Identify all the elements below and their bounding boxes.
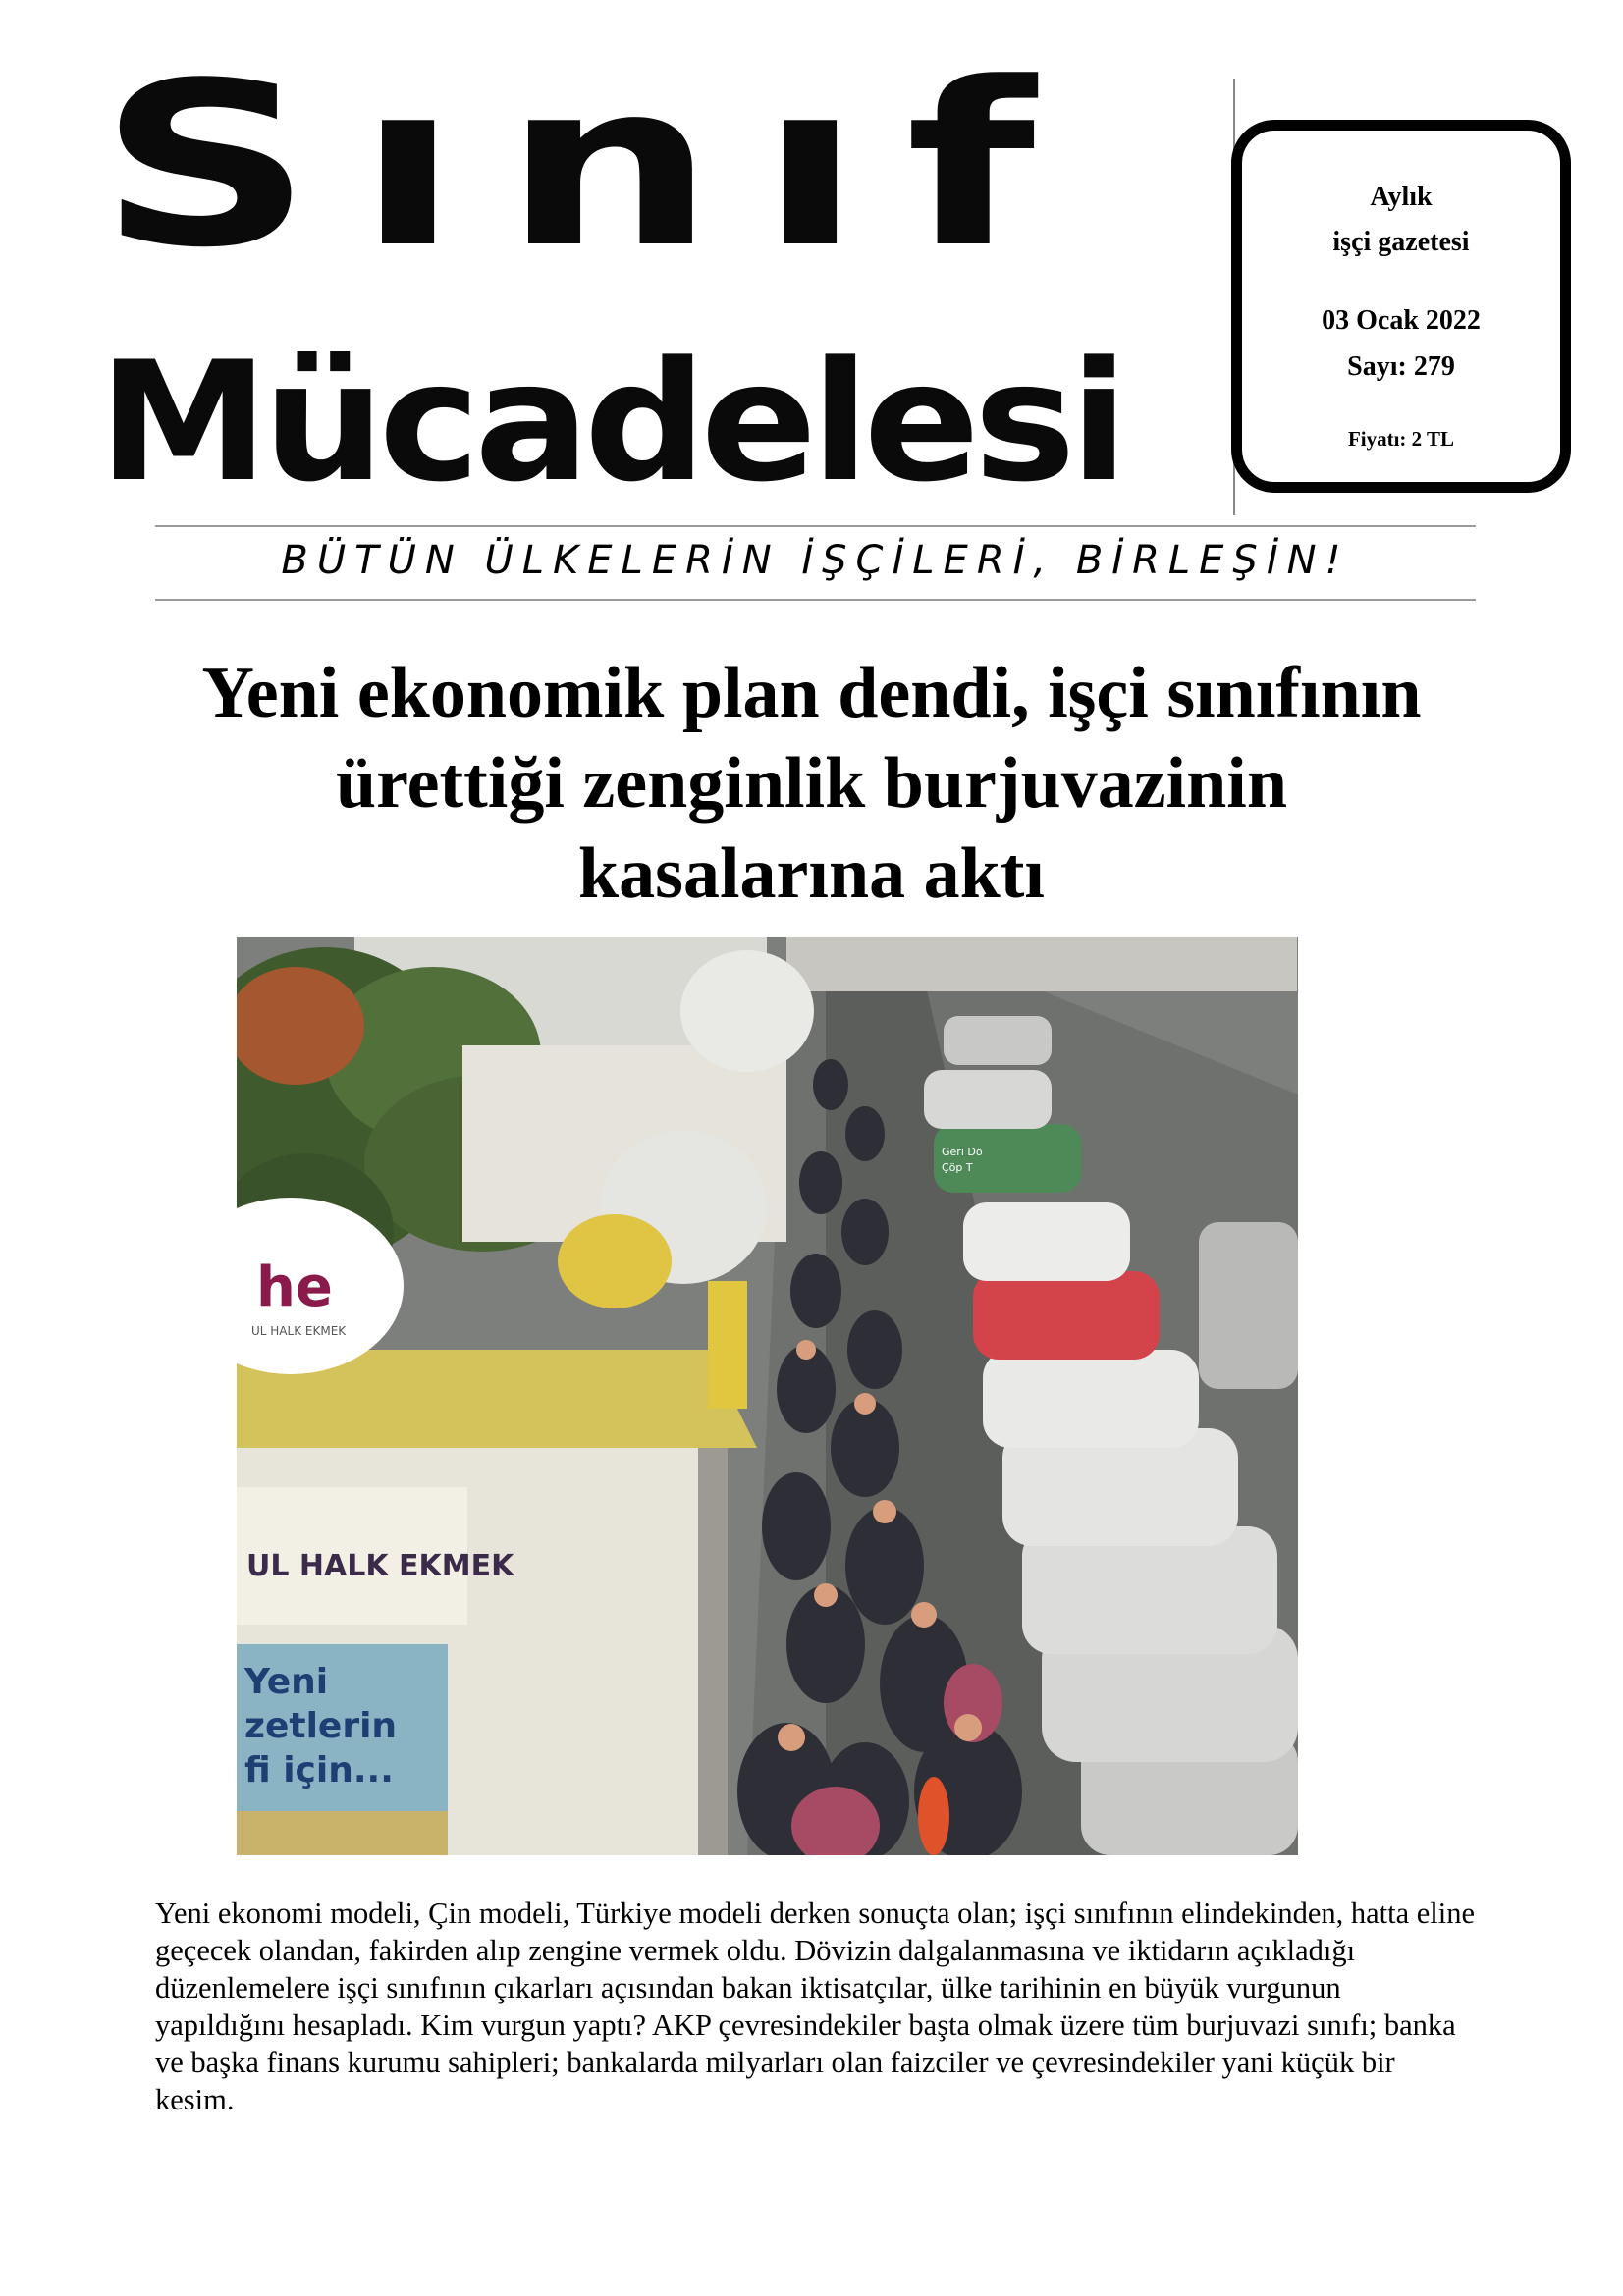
truck-sign-2: Çöp T	[942, 1161, 973, 1174]
kiosk-logo-sub: UL HALK EKMEK	[251, 1324, 347, 1338]
issue-type: işçi gazetesi	[1332, 227, 1470, 257]
headline-line-2: ürettiği zenginlik burjuvazinin	[336, 743, 1287, 824]
article-photo	[237, 937, 1298, 1855]
poster-line-1: Yeni	[244, 1662, 329, 1702]
article-body: Yeni ekonomi modeli, Çin modeli, Türkiye modeli derken sonuçta olan; işçi sınıfının elindekinden, hatta eline geçecek olandan, fakirden alıp zengine vermek oldu. Dövizin dalgalanmasına ve iktidarın açıkladığı düzenlemelere işçi sınıfının çıkarları açısından bakan iktisatçılar, ülke tarihinin en büyük vurgunun yapıldığını hesapladı. Kim vurgun yaptı? AKP çevresindekiler başta olmak üzere tüm burjuvazi sınıfı; banka ve başka finans kurumu sahipleri; bankalarda milyarları olan faizciler ve çevresindekiler yani küçük bir kesim.	[155, 1896, 1476, 2116]
kiosk-sign: UL HALK EKMEK	[246, 1549, 514, 1583]
issue-info-box	[1231, 120, 1571, 493]
masthead-title-line1: Sınıf	[98, 35, 1080, 297]
kiosk-logo: he	[256, 1255, 333, 1319]
headline	[118, 648, 1505, 919]
headline-line-3: kasalarına aktı	[578, 833, 1045, 914]
issue-price: Fiyatı: 2 TL	[1347, 427, 1455, 451]
masthead-title-line2: Mücadelesi	[98, 326, 1123, 518]
headline-line-1: Yeni ekonomik plan dendi, işçi sınıfının	[201, 653, 1422, 733]
poster-line-2: zetlerin	[244, 1706, 398, 1746]
issue-number: Sayı: 279	[1347, 351, 1455, 382]
slogan-rule-bottom	[155, 599, 1476, 601]
issue-frequency: Aylık	[1370, 182, 1433, 212]
slogan: BÜTÜN ÜLKELERİN İŞÇİLERİ, BİRLEŞİN!	[281, 538, 1350, 583]
issue-date: 03 Ocak 2022	[1322, 305, 1481, 336]
slogan-rule-top	[155, 525, 1476, 527]
poster-line-3: fi için...	[244, 1750, 394, 1790]
truck-sign-1: Geri Dö	[942, 1146, 983, 1158]
photo-scene	[237, 937, 1298, 1855]
